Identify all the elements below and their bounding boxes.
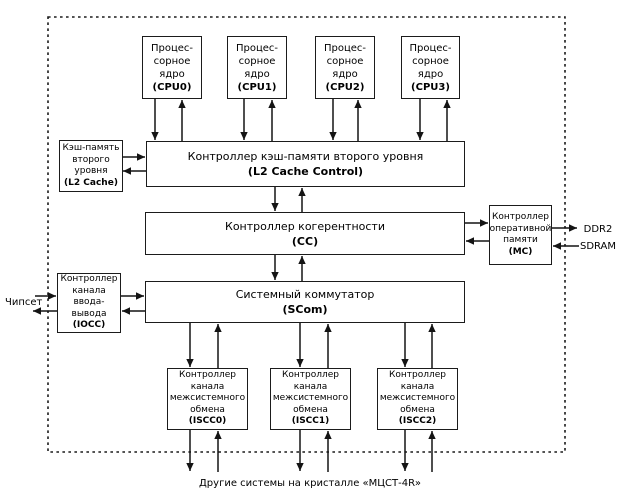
l2-cache-control-box [146,141,465,187]
cpu1-text-3: ядро [244,68,270,80]
cpu0-name: (CPU0) [152,81,192,93]
coherence-controller-title: Контроллер когерентности [225,219,385,233]
memory-controller-text-2: оперативной [489,223,552,234]
ddr2-label-line2: SDRAM [579,241,617,252]
cpu3-text-3: ядро [417,68,444,80]
iscc1-box [270,368,351,430]
cpu0-text-1: Процес- [150,42,194,54]
io-controller-text-3: ввода- [73,297,105,308]
cpu3-name: (CPU3) [411,81,450,93]
cpu0-text-2: сорное [153,55,191,67]
io-controller-box [57,273,121,333]
iscc2-text-2: канала [400,381,435,392]
diagram-caption: Другие системы на кристалле «МЦСТ-4R» [198,478,421,489]
iscc0-text-1: Контроллер [179,370,236,381]
iscc0-text-4: обмена [190,404,225,415]
l2-cache-text-2: второго [72,154,110,165]
cpu3-box [401,36,460,99]
iscc0-name: (ISCC0) [188,416,227,427]
cpu2-text-1: Процес- [323,42,367,54]
cpu1-name: (CPU1) [237,81,277,93]
io-controller-name: (IOCC) [72,320,106,331]
cpu1-text-2: сорное [238,55,276,67]
l2-cache-control-name: (L2 Cache Control) [247,165,364,178]
iscc1-text-1: Контроллер [282,370,339,381]
io-controller-text-4: вывода [71,308,107,319]
cpu3-text-1: Процес- [409,42,452,54]
coherence-controller-box [145,212,465,255]
l2-cache-text-1: Кэш-память [62,143,120,153]
system-commutator-box [145,281,465,323]
l2-cache-box [59,140,123,192]
memory-controller-text-3: памяти [503,235,538,245]
memory-controller-name: (MC) [508,246,533,257]
system-commutator-title: Системный коммутатор [235,288,375,301]
cpu2-text-3: ядро [332,68,358,80]
iscc2-text-3: межсистемного [379,393,456,404]
iscc0-text-3: межсистемного [169,393,246,404]
l2-cache-text-3: уровня [74,166,108,176]
l2-cache-control-title: Контроллер кэш-памяти второго уровня [187,150,424,163]
iscc2-text-1: Контроллер [389,370,446,381]
cpu1-text-1: Процес- [235,42,279,54]
chipset-label: Чипсет [5,297,43,308]
iscc0-text-2: канала [190,381,225,392]
cpu0-box [142,36,202,99]
io-controller-text-2: канала [72,285,106,296]
iscc1-text-3: межсистемного [272,393,349,404]
cpu2-box [315,36,375,99]
ddr2-label-line1: DDR2 [583,224,613,235]
iscc2-box [377,368,458,430]
iscc2-text-4: обмена [400,404,435,415]
cpu2-text-2: сорное [326,55,364,67]
cpu1-box [227,36,287,99]
io-controller-text-1: Контроллер [60,274,118,285]
cpu2-name: (CPU2) [325,81,365,93]
l2-cache-name: (L2 Cache) [64,177,118,188]
iscc1-name: (ISCC1) [291,416,330,427]
iscc0-box [167,368,248,430]
cpu0-text-3: ядро [159,68,185,80]
memory-controller-text-1: Контроллер [492,212,549,222]
coherence-controller-name: (CC) [291,234,319,248]
iscc1-text-4: обмена [293,404,328,415]
system-commutator-name: (SCom) [282,303,328,316]
cpu3-text-2: сорное [412,55,449,67]
memory-controller-box [489,205,552,265]
iscc1-text-2: канала [293,381,328,392]
iscc2-name: (ISCC2) [398,416,437,427]
